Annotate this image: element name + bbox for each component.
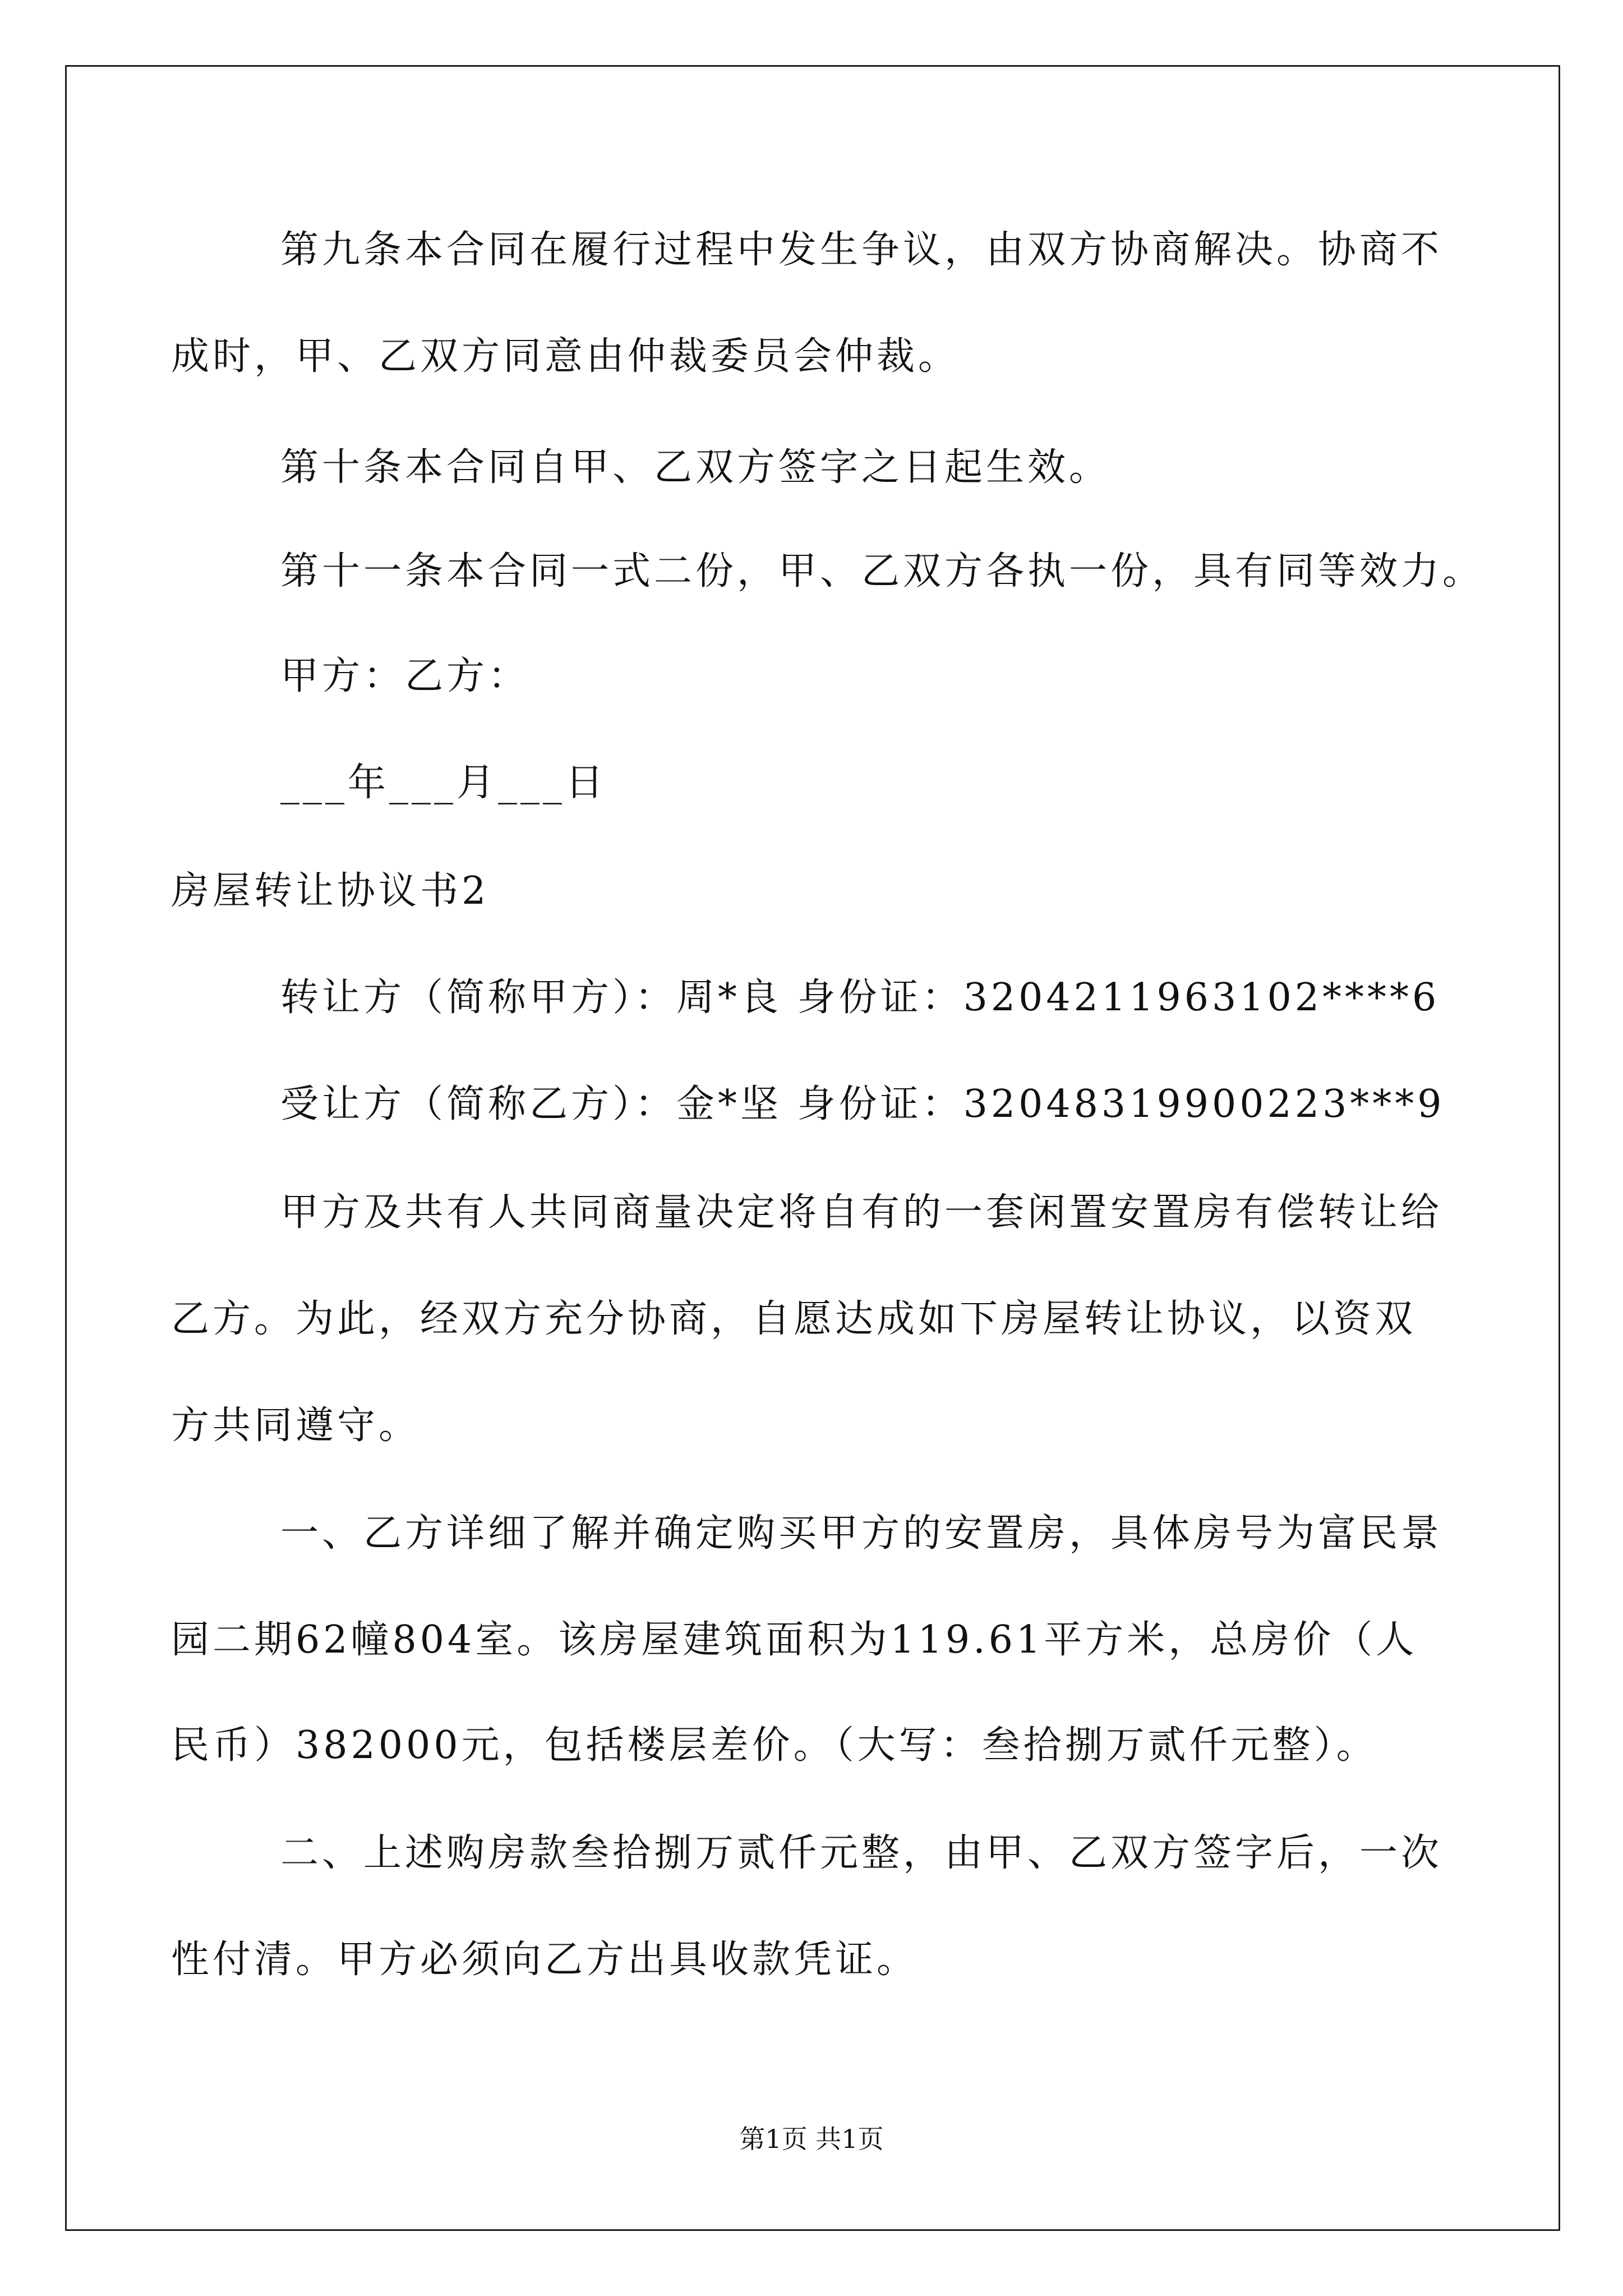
transferee-info: 受让方（简称乙方）：金*坚 身份证：32048319900223***9 xyxy=(280,1082,1445,1126)
page-footer: 第1页 共1页 xyxy=(739,2124,884,2154)
clause-9-line-2: 成时，甲、乙双方同意由仲裁委员会仲裁。 xyxy=(171,334,960,379)
intro-line-3: 方共同遵守。 xyxy=(171,1404,421,1448)
item-2-line-1: 二、上述购房款叁拾捌万贰仟元整，由甲、乙双方签字后，一次 xyxy=(280,1831,1443,1875)
intro-line-1: 甲方及共有人共同商量决定将自有的一套闲置安置房有偿转让给 xyxy=(280,1190,1443,1235)
signature-parties: 甲方：乙方： xyxy=(280,654,530,698)
clause-11: 第十一条本合同一式二份，甲、乙双方各执一份，具有同等效力。 xyxy=(280,549,1484,593)
item-1-line-3: 民币）382000元，包括楼层差价。（大写：叁拾捌万贰仟元整）。 xyxy=(171,1723,1378,1768)
intro-line-2: 乙方。为此，经双方充分协商，自愿达成如下房屋转让协议，以资双 xyxy=(171,1297,1417,1341)
item-1-line-1: 一、乙方详细了解并确定购买甲方的安置房，具体房号为富民景 xyxy=(280,1511,1443,1556)
agreement-title: 房屋转让协议书2 xyxy=(171,869,490,913)
transferor-info: 转让方（简称甲方）：周*良 身份证：3204211963102****6 xyxy=(280,976,1440,1020)
item-1-line-2: 园二期62幢804室。该房屋建筑面积为119.61平方米，总房价（人 xyxy=(171,1618,1418,1662)
clause-10: 第十条本合同自甲、乙双方签字之日起生效。 xyxy=(280,445,1111,490)
page-border xyxy=(65,65,1560,2231)
signature-date: ___年___月___日 xyxy=(280,761,607,805)
item-2-line-2: 性付清。甲方必须向乙方出具收款凭证。 xyxy=(171,1938,919,1982)
clause-9-line-1: 第九条本合同在履行过程中发生争议，由双方协商解决。协商不 xyxy=(280,228,1443,272)
